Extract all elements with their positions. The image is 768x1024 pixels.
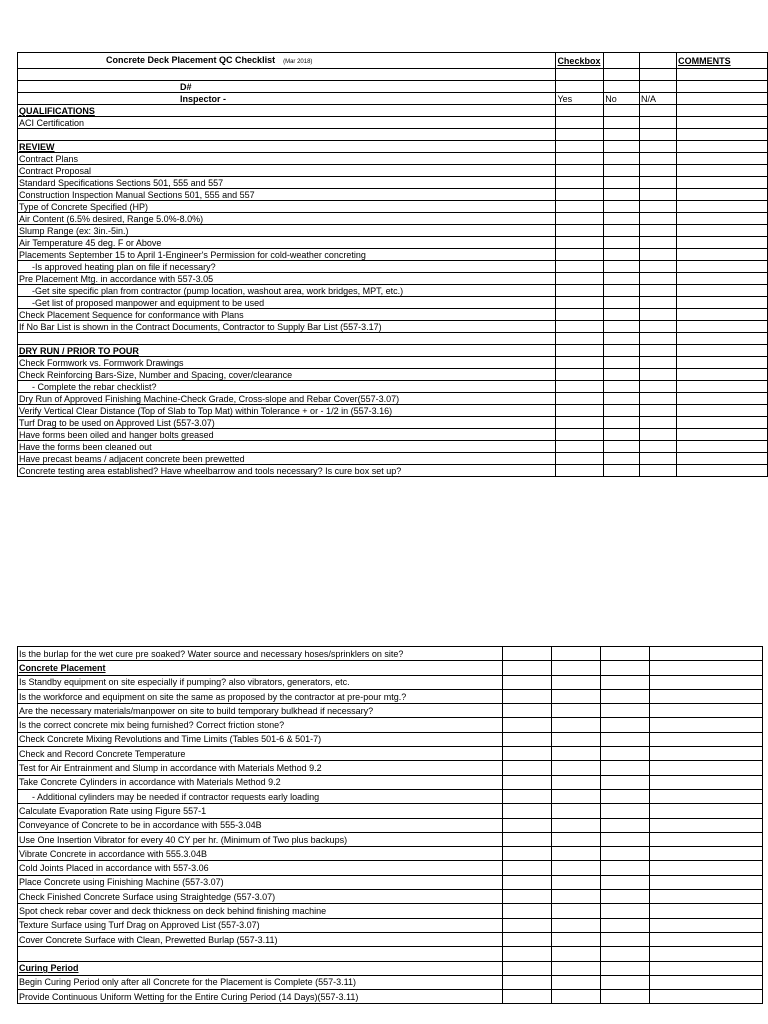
yes-checkbox[interactable] bbox=[556, 189, 604, 201]
checklist-item: Check Reinforcing Bars-Size, Number and Spacing, cover/clearance bbox=[18, 369, 556, 381]
yes-checkbox[interactable] bbox=[556, 381, 604, 393]
yes-checkbox[interactable] bbox=[556, 429, 604, 441]
na-checkbox[interactable] bbox=[601, 890, 650, 904]
yes-checkbox[interactable] bbox=[556, 417, 604, 429]
yes-checkbox[interactable] bbox=[556, 405, 604, 417]
checklist-item: Spot check rebar cover and deck thickness on deck behind finishing machine bbox=[18, 904, 503, 918]
comment-cell[interactable] bbox=[677, 429, 768, 441]
yes-checkbox[interactable] bbox=[556, 261, 604, 273]
yes-checkbox[interactable] bbox=[503, 704, 552, 718]
yes-checkbox[interactable] bbox=[556, 393, 604, 405]
yes-checkbox[interactable] bbox=[556, 369, 604, 381]
comment-cell[interactable] bbox=[650, 890, 763, 904]
checklist-title: Concrete Deck Placement QC Checklist bbox=[106, 54, 276, 65]
na-checkbox[interactable] bbox=[640, 177, 677, 189]
no-checkbox[interactable] bbox=[552, 689, 601, 703]
checklist-item: - Complete the rebar checklist? bbox=[18, 381, 556, 393]
na-checkbox[interactable] bbox=[640, 189, 677, 201]
na-checkbox[interactable] bbox=[640, 309, 677, 321]
no-header: No bbox=[604, 93, 640, 105]
checklist-title-cell bbox=[18, 53, 556, 69]
no-checkbox[interactable] bbox=[604, 153, 640, 165]
comment-cell[interactable] bbox=[650, 675, 763, 689]
comment-cell[interactable] bbox=[677, 417, 768, 429]
checklist-item: Check Placement Sequence for conformance with Plans bbox=[18, 309, 556, 321]
no-checkbox[interactable] bbox=[604, 417, 640, 429]
yes-checkbox[interactable] bbox=[503, 761, 552, 775]
yes-checkbox[interactable] bbox=[556, 357, 604, 369]
na-checkbox[interactable] bbox=[601, 732, 650, 746]
comment-cell[interactable] bbox=[650, 689, 763, 703]
no-checkbox[interactable] bbox=[552, 747, 601, 761]
comment-cell[interactable] bbox=[677, 249, 768, 261]
comment-cell[interactable] bbox=[650, 975, 763, 989]
checklist-item: - Additional cylinders may be needed if contractor requests early loading bbox=[18, 789, 503, 803]
yes-checkbox[interactable] bbox=[556, 273, 604, 285]
comment-cell[interactable] bbox=[677, 261, 768, 273]
d-number-label: D# bbox=[18, 81, 556, 93]
yes-checkbox[interactable] bbox=[556, 249, 604, 261]
yes-checkbox[interactable] bbox=[503, 990, 552, 1004]
na-checkbox[interactable] bbox=[640, 441, 677, 453]
yes-checkbox[interactable] bbox=[556, 225, 604, 237]
comment-cell[interactable] bbox=[650, 990, 763, 1004]
no-checkbox[interactable] bbox=[604, 165, 640, 177]
na-checkbox[interactable] bbox=[601, 647, 650, 661]
comment-cell[interactable] bbox=[677, 213, 768, 225]
no-checkbox[interactable] bbox=[604, 201, 640, 213]
checklist-item: -Is approved heating plan on file if necessary? bbox=[18, 261, 556, 273]
na-checkbox[interactable] bbox=[601, 689, 650, 703]
comment-cell[interactable] bbox=[677, 465, 768, 477]
section-review: REVIEW bbox=[18, 141, 556, 153]
checklist-item: Conveyance of Concrete to be in accordance with 555-3.04B bbox=[18, 818, 503, 832]
no-checkbox[interactable] bbox=[604, 441, 640, 453]
yes-checkbox[interactable] bbox=[556, 201, 604, 213]
checklist-item: Test for Air Entrainment and Slump in accordance with Materials Method 9.2 bbox=[18, 761, 503, 775]
no-checkbox[interactable] bbox=[552, 847, 601, 861]
comment-cell[interactable] bbox=[677, 201, 768, 213]
na-checkbox[interactable] bbox=[601, 832, 650, 846]
comment-cell[interactable] bbox=[677, 393, 768, 405]
no-checkbox[interactable] bbox=[552, 975, 601, 989]
comment-cell[interactable] bbox=[650, 775, 763, 789]
comment-cell[interactable] bbox=[677, 381, 768, 393]
no-checkbox[interactable] bbox=[552, 732, 601, 746]
yes-header: Yes bbox=[556, 93, 604, 105]
yes-checkbox[interactable] bbox=[503, 718, 552, 732]
section-curing-period: Curing Period bbox=[18, 961, 503, 975]
comment-cell[interactable] bbox=[677, 153, 768, 165]
no-checkbox[interactable] bbox=[604, 225, 640, 237]
na-checkbox[interactable] bbox=[601, 918, 650, 932]
no-checkbox[interactable] bbox=[604, 297, 640, 309]
yes-checkbox[interactable] bbox=[503, 647, 552, 661]
na-checkbox[interactable] bbox=[640, 381, 677, 393]
checklist-item: -Get list of proposed manpower and equipment to be used bbox=[18, 297, 556, 309]
no-checkbox[interactable] bbox=[604, 381, 640, 393]
no-checkbox[interactable] bbox=[552, 704, 601, 718]
checklist-item: Is Standby equipment on site especially if pumping? also vibrators, generators, etc. bbox=[18, 675, 503, 689]
version-label: (Mar 2018) bbox=[283, 58, 313, 65]
comment-cell[interactable] bbox=[650, 875, 763, 889]
comment-cell[interactable] bbox=[650, 932, 763, 946]
comment-cell[interactable] bbox=[650, 647, 763, 661]
inspector-row bbox=[18, 93, 768, 105]
no-checkbox[interactable] bbox=[552, 832, 601, 846]
na-checkbox[interactable] bbox=[640, 321, 677, 333]
comment-cell[interactable] bbox=[677, 297, 768, 309]
checklist-item: Placements September 15 to April 1-Engineer's Permission for cold-weather concreting bbox=[18, 249, 556, 261]
no-checkbox[interactable] bbox=[552, 932, 601, 946]
na-checkbox[interactable] bbox=[601, 775, 650, 789]
checklist-item: Concrete testing area established? Have wheelbarrow and tools necessary? Is cure box set up? bbox=[18, 465, 556, 477]
comment-cell[interactable] bbox=[677, 237, 768, 249]
na-checkbox[interactable] bbox=[640, 261, 677, 273]
no-checkbox[interactable] bbox=[552, 789, 601, 803]
no-checkbox[interactable] bbox=[604, 357, 640, 369]
yes-checkbox[interactable] bbox=[503, 775, 552, 789]
comment-cell[interactable] bbox=[677, 441, 768, 453]
checklist-item: Calculate Evaporation Rate using Figure 557-1 bbox=[18, 804, 503, 818]
no-checkbox[interactable] bbox=[604, 393, 640, 405]
inspector-label: Inspector - bbox=[18, 93, 556, 105]
no-checkbox[interactable] bbox=[604, 429, 640, 441]
na-checkbox[interactable] bbox=[640, 213, 677, 225]
checklist-item: Standard Specifications Sections 501, 555 and 557 bbox=[18, 177, 556, 189]
comments-header: COMMENTS bbox=[677, 53, 768, 69]
no-checkbox[interactable] bbox=[604, 237, 640, 249]
no-checkbox[interactable] bbox=[604, 321, 640, 333]
na-checkbox[interactable] bbox=[640, 249, 677, 261]
no-checkbox[interactable] bbox=[552, 904, 601, 918]
checklist-item: If No Bar List is shown in the Contract Documents, Contractor to Supply Bar List (557-3.17) bbox=[18, 321, 556, 333]
na-checkbox[interactable] bbox=[640, 297, 677, 309]
na-checkbox[interactable] bbox=[640, 465, 677, 477]
no-checkbox[interactable] bbox=[604, 309, 640, 321]
na-checkbox[interactable] bbox=[601, 804, 650, 818]
na-header: N/A bbox=[640, 93, 677, 105]
na-checkbox[interactable] bbox=[640, 393, 677, 405]
yes-checkbox[interactable] bbox=[556, 153, 604, 165]
comment-cell[interactable] bbox=[650, 804, 763, 818]
no-checkbox[interactable] bbox=[552, 890, 601, 904]
na-checkbox[interactable] bbox=[601, 818, 650, 832]
checklist-item: Slump Range (ex: 3in.-5in.) bbox=[18, 225, 556, 237]
yes-checkbox[interactable] bbox=[556, 297, 604, 309]
yes-checkbox[interactable] bbox=[503, 975, 552, 989]
yes-checkbox[interactable] bbox=[503, 689, 552, 703]
comment-cell[interactable] bbox=[650, 789, 763, 803]
checklist-item: Begin Curing Period only after all Concrete for the Placement is Complete (557-3.11) bbox=[18, 975, 503, 989]
checklist-item: Dry Run of Approved Finishing Machine-Check Grade, Cross-slope and Rebar Cover(557-3.07) bbox=[18, 393, 556, 405]
na-checkbox[interactable] bbox=[640, 369, 677, 381]
no-checkbox[interactable] bbox=[604, 261, 640, 273]
na-checkbox[interactable] bbox=[640, 153, 677, 165]
checklist-item: Have precast beams / adjacent concrete been prewetted bbox=[18, 453, 556, 465]
checklist-item: Check Concrete Mixing Revolutions and Time Limits (Tables 501-6 & 501-7) bbox=[18, 732, 503, 746]
na-checkbox[interactable] bbox=[601, 789, 650, 803]
na-checkbox[interactable] bbox=[601, 904, 650, 918]
no-checkbox[interactable] bbox=[604, 213, 640, 225]
comment-cell[interactable] bbox=[650, 847, 763, 861]
na-checkbox[interactable] bbox=[640, 201, 677, 213]
comment-cell[interactable] bbox=[650, 818, 763, 832]
yes-checkbox[interactable] bbox=[503, 861, 552, 875]
yes-checkbox[interactable] bbox=[503, 890, 552, 904]
comment-cell[interactable] bbox=[650, 732, 763, 746]
comment-cell[interactable] bbox=[677, 285, 768, 297]
comment-cell[interactable] bbox=[650, 832, 763, 846]
checklist-item: Texture Surface using Turf Drag on Approved List (557-3.07) bbox=[18, 918, 503, 932]
comment-cell[interactable] bbox=[677, 165, 768, 177]
checklist-item: Have forms been oiled and hanger bolts greased bbox=[18, 429, 556, 441]
comment-cell[interactable] bbox=[677, 309, 768, 321]
yes-checkbox[interactable] bbox=[503, 932, 552, 946]
comment-cell[interactable] bbox=[677, 273, 768, 285]
no-checkbox[interactable] bbox=[604, 249, 640, 261]
yes-checkbox[interactable] bbox=[503, 732, 552, 746]
na-checkbox[interactable] bbox=[640, 165, 677, 177]
checklist-item: Are the necessary materials/manpower on site to build temporary bulkhead if necessary? bbox=[18, 704, 503, 718]
comment-cell[interactable] bbox=[650, 761, 763, 775]
yes-checkbox[interactable] bbox=[556, 177, 604, 189]
na-checkbox[interactable] bbox=[640, 273, 677, 285]
na-checkbox[interactable] bbox=[640, 357, 677, 369]
yes-checkbox[interactable] bbox=[556, 441, 604, 453]
checklist-item: Have the forms been cleaned out bbox=[18, 441, 556, 453]
comment-cell[interactable] bbox=[677, 225, 768, 237]
checklist-item: ACI Certification bbox=[18, 117, 556, 129]
checklist-item: Turf Drag to be used on Approved List (557-3.07) bbox=[18, 417, 556, 429]
na-checkbox[interactable] bbox=[601, 675, 650, 689]
comment-cell[interactable] bbox=[677, 117, 768, 129]
no-checkbox[interactable] bbox=[552, 647, 601, 661]
yes-checkbox[interactable] bbox=[503, 789, 552, 803]
yes-checkbox[interactable] bbox=[556, 117, 604, 129]
checklist-item: Construction Inspection Manual Sections 501, 555 and 557 bbox=[18, 189, 556, 201]
no-checkbox[interactable] bbox=[552, 675, 601, 689]
yes-checkbox[interactable] bbox=[556, 237, 604, 249]
checklist-item: Place Concrete using Finishing Machine (557-3.07) bbox=[18, 875, 503, 889]
no-checkbox[interactable] bbox=[604, 285, 640, 297]
checklist-item: Is the correct concrete mix being furnished? Correct friction stone? bbox=[18, 718, 503, 732]
yes-checkbox[interactable] bbox=[503, 832, 552, 846]
checklist-item: Air Temperature 45 deg. F or Above bbox=[18, 237, 556, 249]
checklist-item: Air Content (6.5% desired, Range 5.0%-8.0%) bbox=[18, 213, 556, 225]
no-checkbox[interactable] bbox=[604, 453, 640, 465]
checklist-item: Cold Joints Placed in accordance with 557-3.06 bbox=[18, 861, 503, 875]
comment-cell[interactable] bbox=[677, 321, 768, 333]
checkbox-header: Checkbox bbox=[556, 53, 604, 69]
na-checkbox[interactable] bbox=[601, 932, 650, 946]
na-checkbox[interactable] bbox=[640, 237, 677, 249]
checklist-item: Check Formwork vs. Formwork Drawings bbox=[18, 357, 556, 369]
checklist-item: Pre Placement Mtg. in accordance with 557-3.05 bbox=[18, 273, 556, 285]
na-checkbox[interactable] bbox=[601, 861, 650, 875]
yes-checkbox[interactable] bbox=[503, 804, 552, 818]
yes-checkbox[interactable] bbox=[503, 747, 552, 761]
checklist-item: -Get site specific plan from contractor (pump location, washout area, work bridges, MPT, etc.) bbox=[18, 285, 556, 297]
checklist-item: Contract Plans bbox=[18, 153, 556, 165]
yes-checkbox[interactable] bbox=[556, 453, 604, 465]
checklist-item: Vibrate Concrete in accordance with 555.3.04B bbox=[18, 847, 503, 861]
no-checkbox[interactable] bbox=[604, 405, 640, 417]
comment-cell[interactable] bbox=[677, 405, 768, 417]
na-checkbox[interactable] bbox=[601, 975, 650, 989]
na-checkbox[interactable] bbox=[601, 847, 650, 861]
checklist-item: Is the burlap for the wet cure pre soaked? Water source and necessary hoses/sprinklers on site? bbox=[18, 647, 503, 661]
checklist-item: Use One Insertion Vibrator for every 40 CY per hr. (Minimum of Two plus backups) bbox=[18, 832, 503, 846]
section-concrete-placement: Concrete Placement bbox=[18, 661, 503, 675]
comment-cell[interactable] bbox=[677, 189, 768, 201]
no-checkbox[interactable] bbox=[552, 990, 601, 1004]
no-checkbox[interactable] bbox=[604, 465, 640, 477]
no-checkbox[interactable] bbox=[604, 273, 640, 285]
section-dry-run: DRY RUN / PRIOR TO POUR bbox=[18, 345, 556, 357]
comment-cell[interactable] bbox=[677, 369, 768, 381]
checklist-item: Type of Concrete Specified (HP) bbox=[18, 201, 556, 213]
na-checkbox[interactable] bbox=[640, 225, 677, 237]
yes-checkbox[interactable] bbox=[503, 847, 552, 861]
checklist-item: Check and Record Concrete Temperature bbox=[18, 747, 503, 761]
na-checkbox[interactable] bbox=[640, 417, 677, 429]
no-checkbox[interactable] bbox=[552, 775, 601, 789]
yes-checkbox[interactable] bbox=[503, 818, 552, 832]
no-checkbox[interactable] bbox=[552, 818, 601, 832]
checklist-item: Contract Proposal bbox=[18, 165, 556, 177]
title-row bbox=[18, 53, 768, 69]
no-checkbox[interactable] bbox=[552, 718, 601, 732]
na-checkbox[interactable] bbox=[601, 747, 650, 761]
no-checkbox[interactable] bbox=[552, 875, 601, 889]
na-checkbox[interactable] bbox=[640, 429, 677, 441]
na-checkbox[interactable] bbox=[640, 453, 677, 465]
comment-cell[interactable] bbox=[677, 453, 768, 465]
na-checkbox[interactable] bbox=[601, 761, 650, 775]
na-checkbox[interactable] bbox=[640, 405, 677, 417]
yes-checkbox[interactable] bbox=[556, 321, 604, 333]
no-checkbox[interactable] bbox=[604, 117, 640, 129]
yes-checkbox[interactable] bbox=[556, 213, 604, 225]
no-checkbox[interactable] bbox=[604, 189, 640, 201]
no-checkbox[interactable] bbox=[604, 369, 640, 381]
checklist-item: Check Finished Concrete Surface using Straightedge (557-3.07) bbox=[18, 890, 503, 904]
checklist-item: Take Concrete Cylinders in accordance with Materials Method 9.2 bbox=[18, 775, 503, 789]
yes-checkbox[interactable] bbox=[503, 675, 552, 689]
na-checkbox[interactable] bbox=[601, 875, 650, 889]
na-checkbox[interactable] bbox=[601, 718, 650, 732]
no-checkbox[interactable] bbox=[552, 918, 601, 932]
checklist-item: Provide Continuous Uniform Wetting for the Entire Curing Period (14 Days)(557-3.11) bbox=[18, 990, 503, 1004]
yes-checkbox[interactable] bbox=[556, 165, 604, 177]
comment-cell[interactable] bbox=[677, 357, 768, 369]
comment-cell[interactable] bbox=[650, 918, 763, 932]
checklist-table-page1 bbox=[17, 52, 768, 477]
comment-cell[interactable] bbox=[650, 904, 763, 918]
comment-cell[interactable] bbox=[650, 861, 763, 875]
na-checkbox[interactable] bbox=[601, 990, 650, 1004]
comment-cell[interactable] bbox=[650, 747, 763, 761]
no-checkbox[interactable] bbox=[604, 177, 640, 189]
checklist-item: Is the workforce and equipment on site the same as proposed by the contractor at pre-pour mtg.? bbox=[18, 689, 503, 703]
yes-checkbox[interactable] bbox=[503, 875, 552, 889]
na-checkbox[interactable] bbox=[640, 285, 677, 297]
checklist-item: Cover Concrete Surface with Clean, Prewetted Burlap (557-3.11) bbox=[18, 932, 503, 946]
yes-checkbox[interactable] bbox=[556, 285, 604, 297]
section-qualifications: QUALIFICATIONS bbox=[18, 105, 556, 117]
checklist-item: Verify Vertical Clear Distance (Top of Slab to Top Mat) within Tolerance + or - 1/2 in (557-3.16) bbox=[18, 405, 556, 417]
comment-cell[interactable] bbox=[650, 704, 763, 718]
comment-cell[interactable] bbox=[650, 718, 763, 732]
d-number-row bbox=[18, 81, 768, 93]
no-checkbox[interactable] bbox=[552, 804, 601, 818]
checklist-table-page2 bbox=[17, 646, 763, 1004]
spacer-row bbox=[18, 69, 768, 81]
yes-checkbox[interactable] bbox=[556, 309, 604, 321]
no-checkbox[interactable] bbox=[552, 761, 601, 775]
no-checkbox[interactable] bbox=[552, 861, 601, 875]
comment-cell[interactable] bbox=[677, 177, 768, 189]
yes-checkbox[interactable] bbox=[503, 918, 552, 932]
na-checkbox[interactable] bbox=[601, 704, 650, 718]
yes-checkbox[interactable] bbox=[503, 904, 552, 918]
yes-checkbox[interactable] bbox=[556, 465, 604, 477]
na-checkbox[interactable] bbox=[640, 117, 677, 129]
